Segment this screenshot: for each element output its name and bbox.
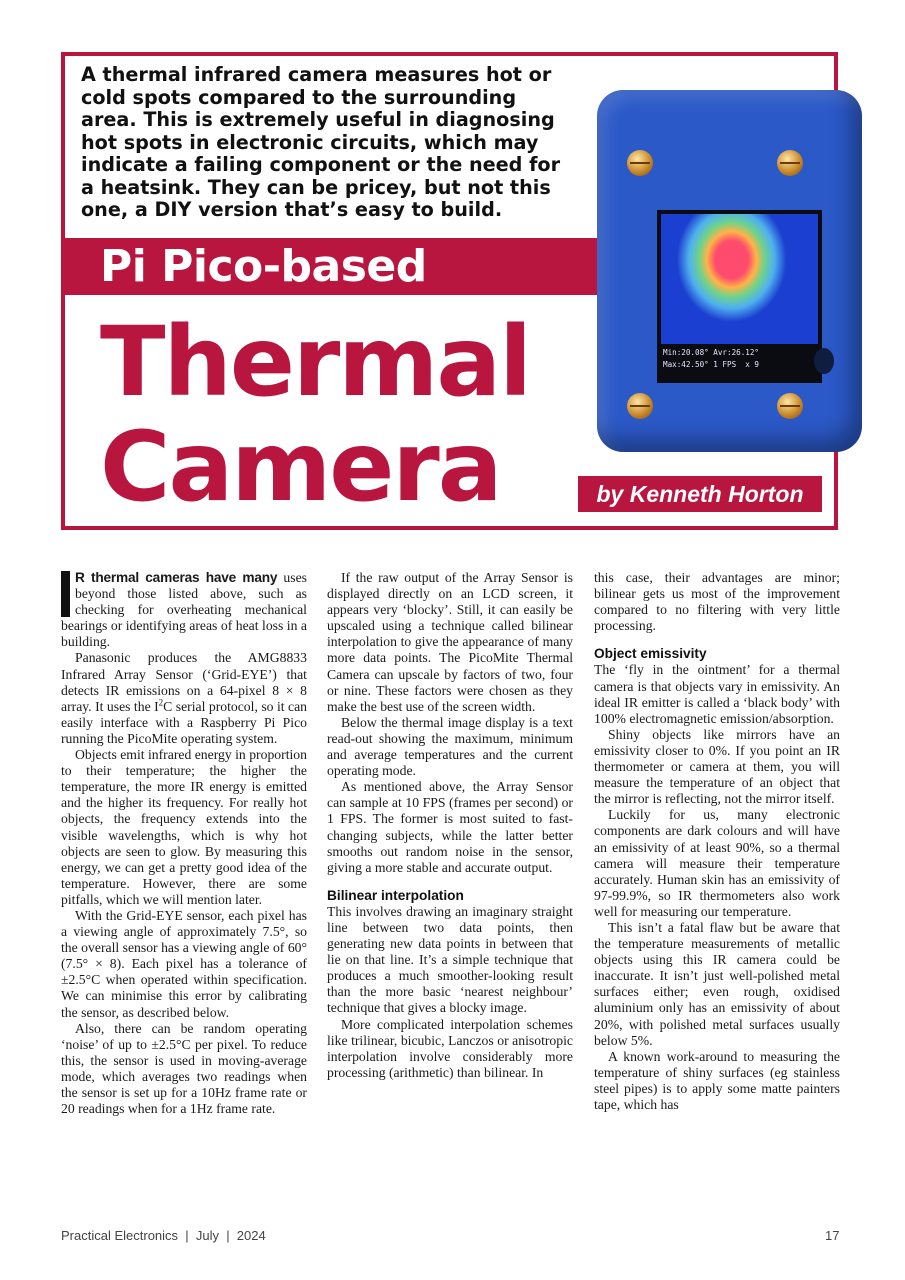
paragraph: Shiny objects like mirrors have an emissivity closer to 0%. If you point an IR thermometer or camera at them, you will measure the temperature of an object that the mirror is reflecting, not the mirror itself. [594, 726, 840, 807]
paragraph: Luckily for us, many electronic components are dark colours and will have an emissivity of at least 90%, so a thermal camera will measure their temperature accurately. Human skin has an emissivity of 97-99.9%, so IR thermometers also work well for measuring our temperature. [594, 807, 840, 919]
article-column-2 [327, 570, 573, 1081]
section-heading: Bilinear interpolation [327, 887, 464, 903]
intro-paragraph: A thermal infrared camera measures hot or cold spots compared to the surrounding area. This is extremely useful in diagnosing hot spots in electronic circuits, which may indicate a failing component or the need for a heatsink. They can be pricey, but not this one, a DIY version that’s easy to build. [81, 63, 561, 221]
lcd-readout-line-1: Min:20.08° Avr:26.12° [663, 348, 760, 357]
paragraph: Panasonic produces the AMG8833 Infrared Array Sensor (‘Grid-EYE’) that detects IR emissions on a 64-pixel 8 × 8 array. It uses the $I^2C$ serial protocol, so it can easily interface with a Raspberry Pi Pico running the PicoMite operating system. [61, 650, 308, 746]
paragraph: this case, their advantages are minor; bilinear gets us most of the improvement compared to no filtering with very little processing. [594, 570, 840, 634]
screw-icon [627, 150, 653, 176]
camera-button [814, 348, 834, 374]
footer-publication: Practical Electronics | July | 2024 [61, 1228, 266, 1243]
article-column-3 [594, 570, 840, 1113]
drop-cap-bar [61, 571, 70, 617]
paragraph: Below the thermal image display is a text read-out showing the maximum, minimum and average temperatures and the current operating mode. [327, 714, 573, 779]
screw-icon [777, 150, 803, 176]
lead-paragraph: R thermal cameras have many uses beyond those listed above, such as checking for overheating mechanical bearings or identifying areas of heat loss in a building. [61, 570, 307, 650]
paragraph: The ‘fly in the ointment’ for a thermal camera is that objects vary in emissivity. An ideal IR emitter is called a ‘black body’ with 100% electromagnetic emission/absorption. [594, 662, 840, 726]
title-line-2: Camera [100, 411, 501, 523]
screw-icon [627, 393, 653, 419]
paragraph: This involves drawing an imaginary straight line between two data points, then generating new data points in between that lie on that line. It’s a simple technique that produces a much smoother-looking result than the more basic ‘nearest neighbour’ technique that gives a blocky image. [327, 903, 573, 1016]
paragraph: Objects emit infrared energy in proportion to their temperature; the higher the temperature, the more IR energy is emitted and the higher its frequency. For really hot objects, the frequency extends into the visible wavelengths, which is why hot objects are seen to glow. By measuring this energy, we can get a pretty good idea of the temperature. However, there are some pitfalls, which we will mention later. [61, 747, 307, 907]
page-number: 17 [825, 1228, 840, 1243]
kicker-text: Pi Pico-based [100, 241, 427, 292]
paragraph: As mentioned above, the Array Sensor can sample at 10 FPS (frames per second) or 1 FPS. The former is most suited to fast-changing subjects, while the latter better smooths out random noise in the sensor, giving a more stable and accurate output. [327, 779, 573, 875]
paragraph: With the Grid-EYE sensor, each pixel has a viewing angle of approximately 7.5°, so the overall sensor has a viewing angle of 60° (7.5° × 8). Each pixel has a tolerance of ±2.5°C when operated within specification. We can minimise this error by calibrating the sensor, as described below. [61, 907, 307, 1020]
lcd-readout-line-2: Max:42.50° 1 FPS x 9 [663, 360, 760, 369]
section-heading: Object emissivity [594, 646, 707, 662]
lead-in: R thermal cameras have many [75, 570, 278, 585]
paragraph: More complicated interpolation schemes like trilinear, bicubic, Lanczos or anisotropic interpolation involve considerably more processing (arithmetic) than bilinear. In [327, 1016, 573, 1080]
paragraph: If the raw output of the Array Sensor is displayed directly on an LCD screen, it appears very ‘blocky’. Still, it can easily be upscaled using a technique called bilinear interpolation to give the appearance of many more data points. The PicoMite Thermal Camera can upscale by factors of two, four or nine. These factors were chosen as they make the best use of the screen width. [327, 570, 573, 714]
screw-icon [777, 393, 803, 419]
thermal-image [661, 214, 818, 344]
paragraph: A known work-around to measuring the temperature of shiny surfaces (eg stainless steel pipes) is to apply some matte painters tape, which has [594, 1048, 840, 1112]
title-line-1: Thermal [100, 306, 530, 418]
paragraph: Also, there can be random operating ‘noise’ of up to ±2.5°C per pixel. To reduce this, the sensor is used in moving-average mode, which averages two readings when the sensor is set up for a 10Hz frame rate or 20 readings when for a 1Hz frame rate. [61, 1020, 307, 1117]
article-column-1 [61, 570, 307, 1117]
paragraph: This isn’t a fatal flaw but be aware that the temperature measurements of metallic objects using this IR camera could be inaccurate. It isn’t just well-polished metal surfaces either; even rough, oxidised aluminium only has an emissivity of about 20%, with polished metal surfaces usually below 5%. [594, 919, 840, 1048]
byline: by Kenneth Horton [578, 476, 822, 512]
